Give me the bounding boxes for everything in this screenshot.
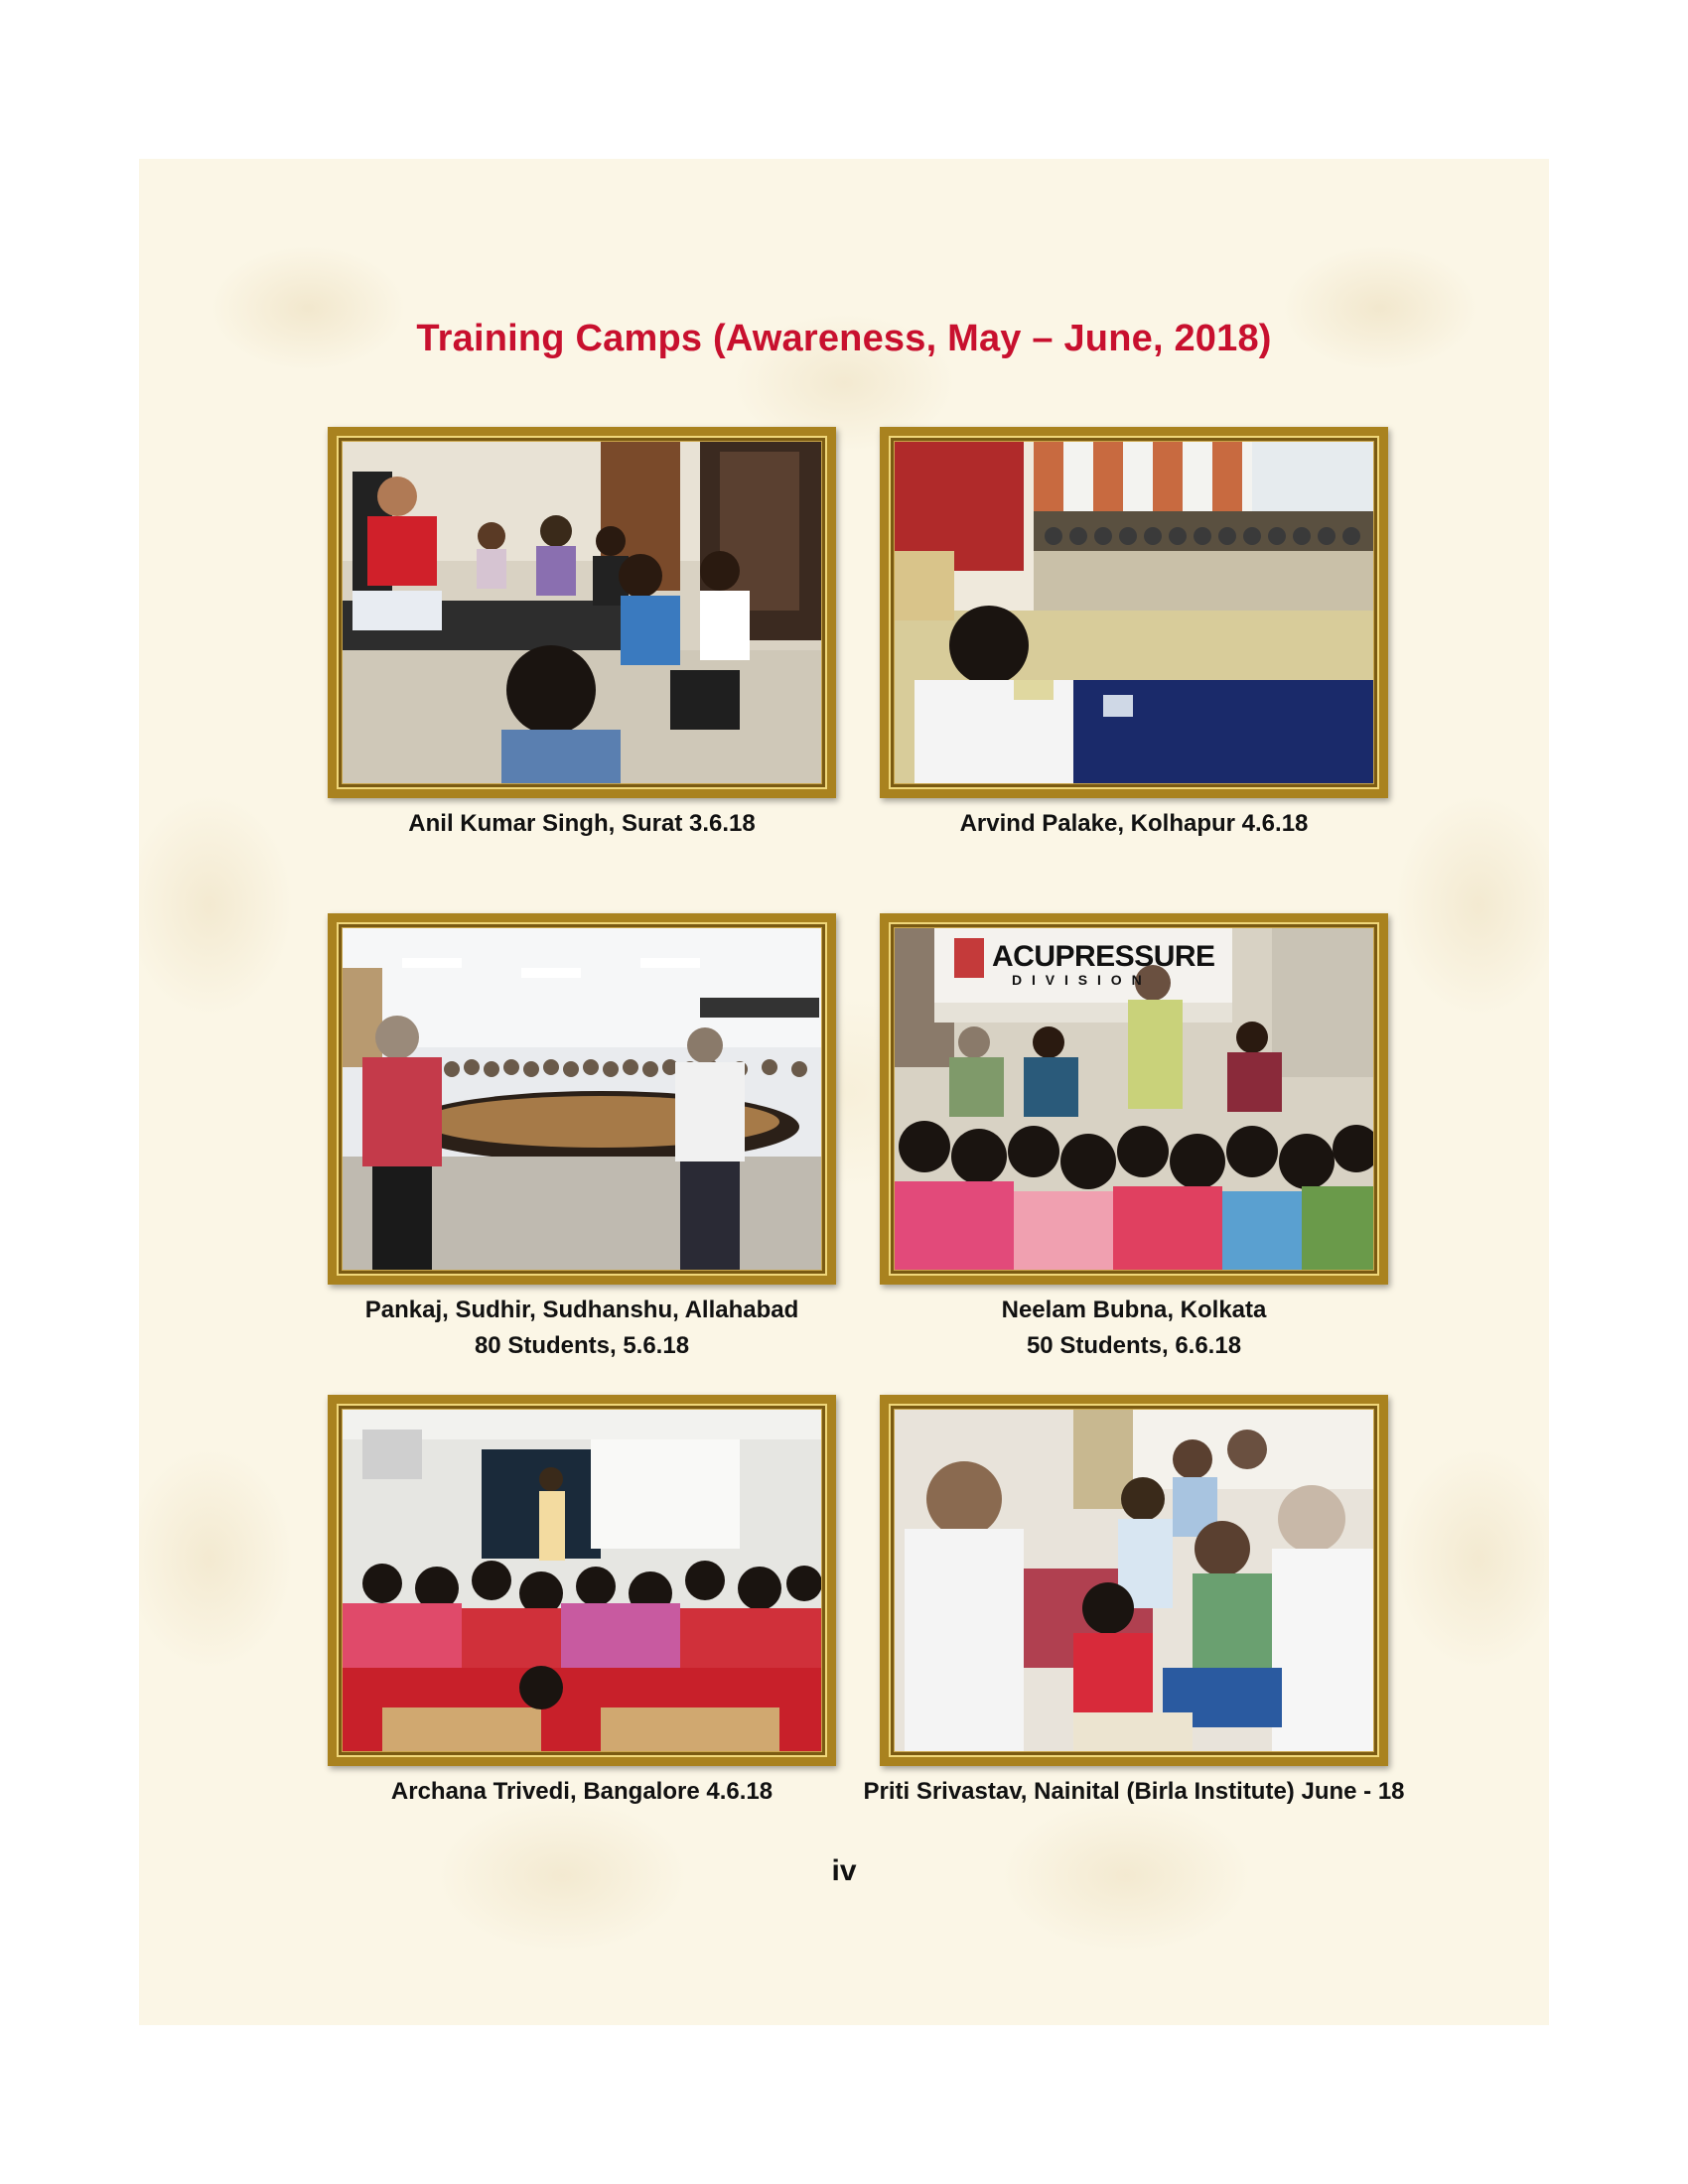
page-number: iv [831,1854,857,1887]
photo-frame-surat [328,427,836,798]
caption-line: Priti Srivastav, Nainital (Birla Institute) June - 18 [863,1778,1405,1805]
photo-surat-training [343,442,821,783]
photo-frame-nainital [880,1395,1388,1766]
banner-subtext: D I V I S I O N [1012,972,1145,988]
photo-frame-bangalore [328,1395,836,1766]
caption-line: Arvind Palake, Kolhapur 4.6.18 [959,810,1309,837]
photo-bangalore-training [343,1410,821,1751]
caption-line: Pankaj, Sudhir, Sudhanshu, Allahabad [364,1297,799,1323]
photo-allahabad-training [343,928,821,1270]
caption-nainital [854,1774,1414,1810]
photo-kolhapur-training [895,442,1373,783]
caption-line: Neelam Bubna, Kolkata [1001,1297,1267,1323]
caption-line: Archana Trivedi, Bangalore 4.6.18 [390,1778,774,1805]
caption-kolkata [880,1293,1388,1364]
banner-text: ACUPRESSURE [992,940,1215,973]
caption-line: 50 Students, 6.6.18 [1026,1332,1242,1359]
photo-frame-kolkata [880,913,1388,1285]
page-title: Training Camps (Awareness, May – June, 2018) [416,318,1272,359]
caption-kolhapur [880,806,1388,842]
caption-line: Anil Kumar Singh, Surat 3.6.18 [408,810,756,837]
photo-kolkata-training [895,928,1373,1270]
photo-nainital-training [895,1410,1373,1751]
caption-bangalore [328,1774,836,1810]
photo-frame-allahabad [328,913,836,1285]
caption-line: 80 Students, 5.6.18 [474,1332,690,1359]
photo-frame-kolhapur [880,427,1388,798]
caption-surat [328,806,836,842]
caption-allahabad [328,1293,836,1364]
